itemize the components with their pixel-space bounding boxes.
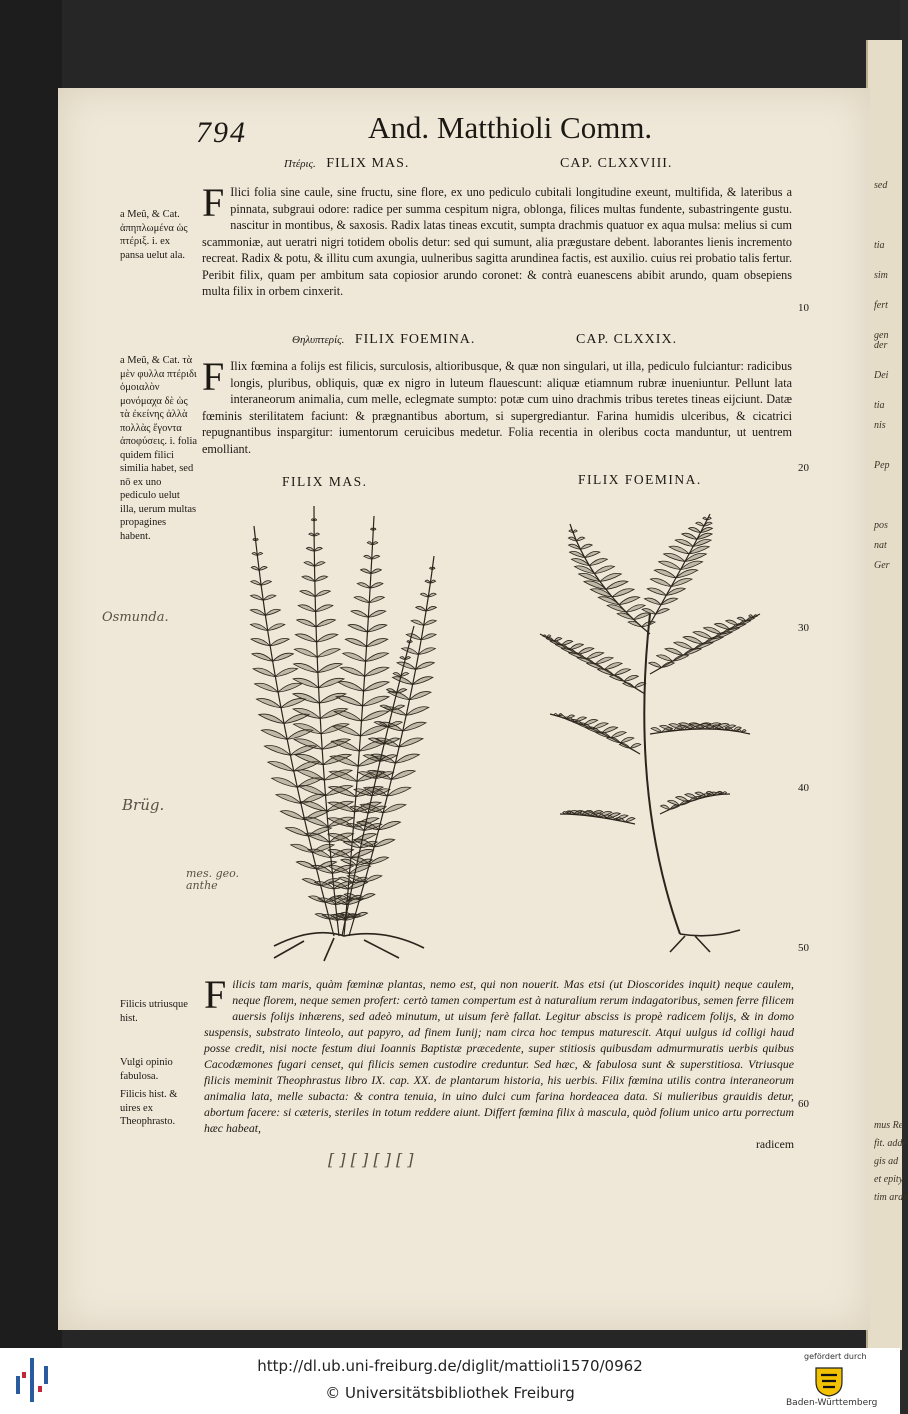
fern-leaflet	[628, 621, 642, 627]
margin-note-5: Filicis hist. & uires ex Theophrasto.	[120, 1089, 178, 1127]
fern-leaflet	[644, 598, 661, 605]
next-page-edge	[866, 40, 908, 1350]
fern-leaflet	[420, 593, 428, 597]
line-number: 20	[798, 462, 809, 474]
fern-leaflet	[714, 623, 730, 629]
fern-leaflet	[430, 567, 433, 569]
next-page-fragment: der	[874, 340, 888, 351]
fern-leaflet	[261, 581, 271, 586]
chapter1-greek: Πτέρις.	[284, 158, 316, 170]
fern-leaflet	[369, 857, 388, 864]
fern-leaflet	[600, 573, 621, 581]
fern-leaflet	[275, 668, 297, 676]
fern-leaflet	[348, 624, 367, 631]
fern-leaflet	[413, 677, 433, 685]
margin-note-3: Filicis utriusque hist.	[120, 999, 188, 1024]
fern-leaflet	[595, 657, 613, 664]
fern-leaflet	[259, 566, 267, 570]
filix-mas-illustration	[214, 496, 474, 966]
fern-leaflet	[372, 555, 380, 559]
fern-leaflet	[402, 648, 419, 655]
footer-copyright: © Universitätsbibliothek Freiburg	[325, 1384, 575, 1402]
fern-leaflet	[333, 726, 361, 736]
handwritten-note-brug: Brüg.	[122, 796, 165, 814]
fern-leaflet	[416, 606, 426, 611]
fern-leaflet	[345, 639, 366, 647]
fern-leaflet	[250, 609, 265, 615]
chapter2-heading	[292, 332, 475, 348]
fern-leaflet	[343, 653, 366, 662]
chapter2-dropcap: F	[202, 354, 225, 399]
fern-leaflet	[586, 652, 604, 659]
chapter1-text	[202, 180, 792, 300]
fern-leaflet	[251, 638, 270, 645]
fern-leaflet	[589, 559, 607, 566]
fern-leaflet	[406, 634, 421, 640]
commentary-body: ilicis tam maris, quàm fœminæ plantas, nemo est, qui non nouerit. Mas etsi (ut Dioscorides inquit) neque caulem, neque florem, neque semen profert: certò tamen compertum est à naturalium rerum indagatoribus, semen ferre filicem auersis folijs inhærens, sed adeò minutum, ut uisum ferè fallat. Legitur absciss is propè radicem folijs, & in domo suspensis, substrato linteolo, aut papyro, ad finem Iunij; nam circa hoc tempus maturescit. Atqui uulgus id colligi haud posse credit, nisi nocte festum diui Ioannis Baptistæ præcedente, super stitiosis quibusdam admurmuratis uerbis quibus Cacodæmones fugari censet, qui filicis semen custodire creduntur. Sed hæc, & fabulosa sunt & superstitiosa. Vtriusque filicis meminit Theophrastus libro IX. cap. XX. de plantarum historia, his uerbis. Filix fœmina utilis contra interaneorum animalia lata, melle subacta: & contra tenuia, in uino dulci cum farina hordeacea data. Si mulieribus grauidis detur, abortum facere: si cæteris, steriles in totum reddere aiunt. Differt fœmina filix à mascula, quòd folium unico artu porrectum hæc habeat,	[204, 977, 794, 1135]
fern-leaflet	[554, 637, 562, 641]
fern-leaflet	[660, 805, 669, 809]
fern-leaflet	[284, 714, 309, 723]
fern-leaflet	[276, 794, 301, 803]
chapter1-title: FILIX MAS.	[326, 156, 410, 171]
fern-leaflet	[682, 533, 697, 539]
fern-leaflet	[737, 617, 746, 621]
fern-leaflet	[654, 570, 676, 578]
fern-leaflet	[393, 673, 401, 677]
fern-leaflet	[264, 746, 290, 756]
fern-leaflet	[295, 634, 316, 642]
margin-note-2: a Meû, & Cat. τὰ μὲν φυλλα πτέριδι ὁμοιαλὸν μονόμαχα δὲ ὡς τὰ ἐκείνης ἀλλὰ πολλὰς ἔγοντα ἀποφύσεις. i. folia quidem filici similia habet, sed nō ex uno pediculo uelut illa, uerum multas propagines habent.	[120, 355, 198, 542]
commentary-text	[204, 972, 794, 1152]
fern-leaflet	[673, 655, 689, 661]
fern-leaflet	[268, 624, 285, 631]
fern-leaflet	[361, 569, 371, 574]
fern-leaflet	[676, 796, 689, 801]
fern-leaflet	[364, 682, 389, 692]
fern-leaflet	[285, 827, 308, 836]
footer-bar	[0, 1348, 900, 1414]
fern-leaflet	[661, 662, 674, 667]
fern-leaflet	[668, 800, 680, 805]
fern-leaflet	[256, 699, 281, 708]
fern-leaflet	[315, 590, 330, 596]
fern-leaflet	[387, 787, 410, 796]
fern-leaflet	[362, 711, 389, 721]
fern-leaflet	[300, 801, 326, 811]
next-page-fragment: sim	[874, 270, 888, 281]
fern-leaflet	[619, 744, 630, 749]
fern-leaflet	[391, 770, 415, 779]
fern-leaflet	[364, 555, 372, 559]
fern-leaflet	[308, 849, 331, 858]
fern-leaflet	[602, 727, 618, 733]
next-page-fragment: tim aran	[874, 1192, 908, 1203]
fern-leaflet	[336, 696, 362, 706]
fern-leaflet	[251, 624, 268, 631]
fern-leaflet	[280, 811, 304, 820]
fern-leaflet	[314, 547, 322, 551]
commentary-dropcap: F	[204, 972, 227, 1017]
fern-leaflet	[315, 576, 328, 581]
fern-leaflet	[407, 640, 410, 642]
fern-leaflet	[610, 675, 624, 681]
fern-leaflet	[316, 605, 333, 612]
fern-leaflet	[300, 590, 315, 596]
line-number: 50	[798, 942, 809, 954]
fern-leaflet	[403, 722, 426, 731]
fern-leaflet	[371, 569, 381, 574]
figure-label-filix-foemina: FILIX FOEMINA.	[578, 472, 702, 487]
fern-leaflet	[410, 692, 432, 700]
fern-leaflet	[594, 566, 614, 574]
fern-leaflet	[753, 615, 757, 618]
fern-leaflet	[366, 653, 389, 662]
fern-leaflet	[257, 552, 262, 555]
next-page-fragment: tia	[874, 400, 885, 411]
fern-leaflet	[620, 737, 634, 743]
fern-leaflet	[657, 655, 673, 661]
fern-leaflet	[397, 662, 416, 669]
next-page-fragment: pos	[874, 520, 888, 531]
fern-leaflet	[265, 609, 280, 615]
fern-leaflet	[395, 754, 419, 763]
fern-leaflet	[252, 653, 273, 661]
running-title: And. Matthioli Comm.	[368, 110, 653, 145]
fern-leaflet	[585, 551, 600, 557]
fern-leaflet	[251, 581, 261, 586]
fern-leaflet	[304, 562, 314, 567]
fern-leaflet	[291, 844, 313, 852]
fern-leaflet	[547, 635, 551, 638]
line-number: 30	[798, 622, 809, 634]
fern-leaflet	[580, 544, 592, 549]
book-cover-edge	[0, 0, 62, 1348]
fern-leaflet	[614, 669, 630, 675]
fern-leaflet	[270, 638, 289, 645]
fern-leaflet	[298, 786, 325, 796]
fern-leaflet	[612, 589, 634, 597]
fern-leaflet	[575, 717, 586, 722]
fern-leaflet	[315, 562, 325, 567]
fern-leaflet	[543, 635, 547, 638]
fern-leaflet	[302, 576, 315, 581]
fern-leaflet	[421, 634, 436, 640]
next-page-fragment: sed	[874, 180, 888, 191]
fern-leaflet	[593, 723, 609, 729]
fern-leaflet	[256, 538, 259, 540]
fern-roots	[670, 930, 740, 952]
fern-leaflet	[670, 805, 679, 809]
chapter2-body: Ilix fœmina a folijs est filicis, surculosis, altioribusque, & quæ non singulari, ut illa, pediculo fulciantur: radicibus longis, pluribus, obliquis, quæ ex nigro in luteum flauescunt: aliquæ etiamnum rubræ inueniuntur. Pellunt lata interaneorum animalia, cum melle, eclegmate sumpto: potæ cum uino drachmis tribus teretes tineas eijciunt. Datæ fœminis sterilitatem faciunt: & prægnantibus abortum, si supergrediantur. Farina humidis ulceribus, & cicatrici repugnantibus inspargitur: iumentorum ceruicibus medetur. Folia recentia in oleribus cocta manduntur, ut uentrem emolliant.	[202, 359, 792, 456]
fern-leaflet	[368, 610, 385, 617]
fern-leaflet	[634, 613, 651, 620]
fern-leaflet	[357, 583, 370, 588]
fern-leaflet	[566, 715, 574, 719]
fern-leaflet	[294, 663, 318, 672]
fern-leaflet	[278, 683, 302, 692]
fern-leaflet	[630, 744, 641, 749]
filix-foemina-illustration	[510, 494, 790, 964]
chapter1-body: Ilici folia sine caule, sine fructu, sine flore, ex uno pediculo cubitali longitudine exeunt, multifida, & lateribus a pinnata, subgraui odore: radice per summa cespitum nigra, oblonga, filices multas fundente, subastringente gustu. nascitur in montibus, & saxosis. Radix latas tineas excutit, sumpta drachmis quatuor ex aqua mulsa: melius si cum scammoniæ, aut ueratri nigri totidem obolis detur: sed qui sumunt, alia prægustare debent. laborantes lienis incremento recreat. Radix & potu, & illitu cum axungia, uulneribus sagitta arundinea factis, est auxilio. cuius rei probatio talis fertur. Peribit filix, quam per ambitum sata copiosior arundo coronet: & contrà euanescens abibit arundo, quam obsepiens multa filix in orbem cinxerit.	[202, 185, 792, 298]
next-page-fragment: Ger	[874, 560, 890, 571]
fern-leaflet	[569, 644, 583, 650]
fern-leaflet	[683, 636, 703, 644]
margin-note-4: Vulgi opinio fabulosa.	[120, 1057, 173, 1082]
coat-of-arms-icon	[812, 1364, 846, 1398]
next-page-fragment: tia	[874, 240, 885, 251]
fern-leaflet	[626, 605, 645, 612]
fern-leaflet	[383, 804, 406, 813]
fern-leaflet	[607, 737, 621, 743]
fern-leaflet	[297, 619, 316, 626]
fern-leaflet	[363, 696, 389, 706]
fern-leaflet	[428, 593, 436, 597]
next-page-fragment: et epity	[874, 1174, 904, 1185]
fern-leaflet	[340, 667, 364, 676]
fern-roots	[274, 933, 424, 961]
chapter2-cap: CAP. CLXXIX.	[576, 332, 678, 347]
line-number: 60	[798, 1098, 809, 1110]
handwritten-note-bottom: [ ] [ ] [ ] [ ]	[328, 1150, 414, 1169]
fern-leaflet	[334, 711, 361, 721]
page-number: 794	[196, 116, 247, 149]
fern-leaflet	[584, 719, 598, 725]
handwritten-note-3: mes. geo. anthe	[186, 867, 240, 892]
fern-leaflet	[704, 627, 722, 634]
fern-leaflet	[351, 610, 368, 617]
fern-leaflet	[369, 597, 384, 603]
chapter2-greek: Θηλυπτερίς.	[292, 334, 345, 346]
fern-leaflet	[669, 546, 689, 554]
fern-leaflet	[373, 542, 378, 545]
fern-leaflet	[263, 595, 276, 600]
catchword: radicem	[756, 1137, 794, 1151]
fern-leaflet	[625, 818, 635, 822]
chapter1-dropcap: F	[202, 180, 225, 225]
fern-leaflet	[251, 566, 259, 570]
fern-leaflet	[617, 613, 634, 620]
fern-leaflet	[253, 668, 275, 676]
fern-leaflet	[742, 730, 746, 733]
fern-leaflet	[379, 821, 401, 829]
fern-leaflet	[316, 619, 335, 626]
fern-leaflet	[370, 583, 383, 588]
fern-leaflet	[365, 667, 389, 676]
fern-leaflet	[664, 553, 685, 561]
fern-leaflet	[703, 517, 707, 520]
fern-leaflet	[374, 839, 395, 847]
fern-leaflet	[693, 631, 712, 639]
fern-leaflet	[399, 738, 423, 747]
fern-leaflet	[309, 533, 314, 536]
fern-leaflet	[675, 539, 693, 546]
fern-leaflet	[354, 597, 369, 603]
footer-url-link[interactable]: http://dl.ub.uni-freiburg.de/diglit/mattioli1570/0962	[257, 1357, 643, 1375]
fern-leaflet	[294, 649, 317, 658]
fern-leaflet	[659, 561, 681, 569]
fern-leaflet	[604, 663, 622, 670]
fern-leaflet	[696, 522, 704, 526]
next-page-fragment: nis	[874, 420, 886, 431]
next-page-fragment: nat	[874, 540, 887, 551]
fern-leaflet	[367, 624, 386, 631]
fern-leaflet	[647, 588, 666, 595]
fern-leaflet	[649, 662, 662, 667]
fern-leaflet	[611, 732, 626, 738]
fern-leaflet	[726, 620, 738, 625]
chapter1-cap: CAP. CLXXVIII.	[560, 156, 673, 171]
fern-leaflet	[689, 527, 701, 532]
chapter2-title: FILIX FOEMINA.	[354, 332, 476, 347]
fern-leaflet	[426, 606, 436, 611]
fern-leaflet	[268, 762, 294, 772]
fern-leaflet	[411, 620, 424, 625]
fern-leaflet	[619, 597, 640, 605]
fern-leaflet	[317, 649, 340, 658]
fern-leaflet	[562, 640, 573, 645]
fern-stem	[644, 614, 680, 934]
fern-leaflet	[273, 653, 294, 661]
fern-leaflet	[651, 728, 662, 733]
fern-leaflet	[250, 595, 263, 600]
fern-leaflet	[578, 648, 594, 654]
fern-leaflet	[367, 639, 388, 647]
fern-leaflet	[573, 530, 577, 533]
fern-leaflet	[624, 675, 638, 681]
fern-leaflet	[746, 617, 755, 621]
fern-leaflet	[338, 682, 363, 692]
next-page-fragment: gis ad	[874, 1156, 899, 1167]
next-page-fragment: fert	[874, 300, 888, 311]
margin-note-1: a Meû, & Cat. ἀπηπλωμένα ὡς πτέριξ. i. ex pansa uelut ala.	[120, 209, 188, 261]
chapter2-text	[202, 354, 792, 457]
fern-leaflet	[360, 894, 375, 900]
line-number: 10	[798, 302, 809, 314]
fern-leaflet	[314, 533, 319, 536]
fern-leaflet	[298, 605, 315, 612]
fern-leaflet	[424, 620, 437, 625]
fern-leaflet	[255, 683, 279, 692]
fern-leaflet	[577, 537, 585, 541]
next-page-fragment: Pep	[874, 460, 890, 471]
fern-leaflet	[272, 778, 298, 788]
sponsor-label: gefördert durch	[804, 1352, 867, 1361]
next-page-fragment: Dei	[874, 370, 889, 381]
fern-leaflet	[623, 683, 635, 688]
fern-leaflet	[317, 634, 338, 642]
fern-leaflet	[360, 726, 388, 736]
fern-leaflet	[546, 637, 554, 641]
line-number: 40	[798, 782, 809, 794]
fern-leaflet	[392, 677, 412, 685]
next-page-fragment: mus Re	[874, 1120, 904, 1131]
fern-leaflet	[367, 542, 372, 545]
handwritten-note-osmunda: Osmunda.	[102, 610, 169, 625]
fern-leaflet	[400, 656, 405, 659]
fern-leaflet	[606, 581, 628, 589]
next-page-fragment: fit. adde	[874, 1138, 907, 1149]
fern-leaflet	[650, 579, 671, 587]
fern-leaflet	[665, 648, 683, 655]
fern-leaflet	[425, 580, 430, 583]
fern-leaflet	[261, 730, 287, 740]
fern-leaflet	[259, 714, 284, 723]
fern-leaflet	[749, 615, 753, 618]
next-page-fragment: gen	[874, 330, 889, 341]
sponsor-name: Baden-Württemberg	[786, 1398, 878, 1408]
chapter1-heading	[284, 156, 409, 172]
fern-leaflet	[306, 547, 314, 551]
figure-label-filix-mas: FILIX MAS.	[282, 474, 368, 489]
fern-leaflet	[281, 699, 306, 708]
fern-leaflet	[419, 648, 436, 655]
fern-leaflet	[318, 663, 342, 672]
fern-leaflet	[365, 875, 382, 882]
fern-leaflet	[406, 707, 429, 716]
fern-leaflet	[674, 642, 694, 650]
fern-leaflet	[416, 662, 435, 669]
